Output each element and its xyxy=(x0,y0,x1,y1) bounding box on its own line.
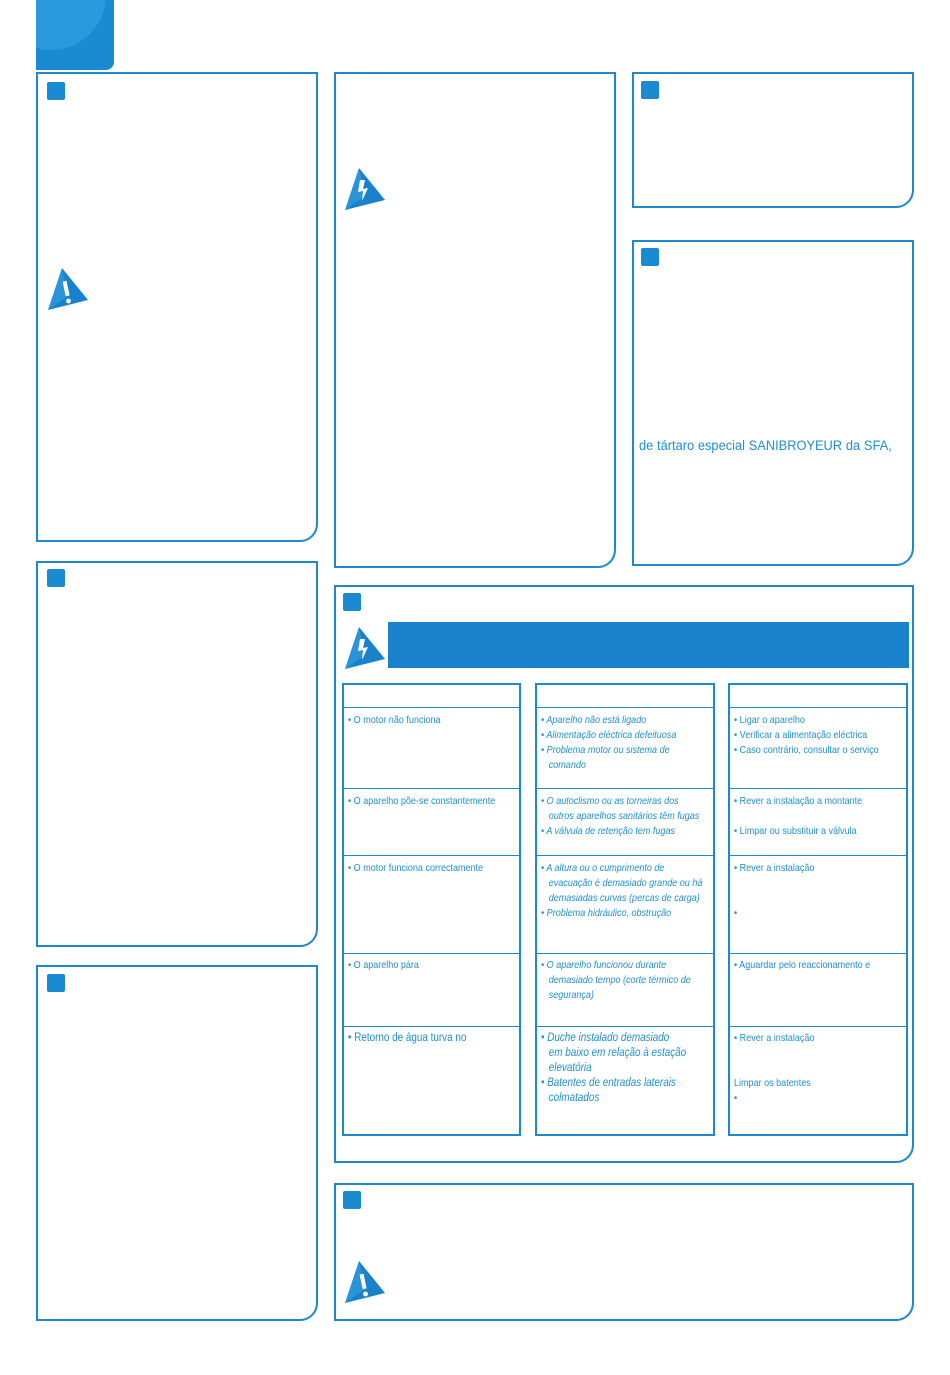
section-square-icon xyxy=(47,569,65,587)
table-column-header xyxy=(537,685,713,708)
table-cell: • O autoclismo ou as torneiras dos outros aparelhos sanitários têm fugas • A válvula de retenção tem fugas xyxy=(541,795,700,837)
electric-hazard-icon xyxy=(343,625,387,671)
table-cell: • Aparelho não está ligado • Alimentação eléctrica defeituosa • Problema motor ou sistema de comando xyxy=(541,714,677,771)
section-square-icon xyxy=(343,593,361,611)
table-cell: • A altura ou o cumprimento de evacuação é demasiado grande ou há demasiadas curvas (percas de carga) • Problema hidráulico, obstrução xyxy=(541,862,703,919)
section-square-icon xyxy=(641,248,659,266)
table-column-cause xyxy=(535,683,715,1136)
table-cell: • Duche instalado demasiado em baixo em relação à estação elevatória • Batentes de entradas laterais colmatados xyxy=(541,1032,687,1104)
table-cell: • Rever a instalação a montante • Limpar ou substituir a válvula xyxy=(734,795,863,837)
table-cell: • O motor funciona correctamente xyxy=(348,862,484,874)
panel-left-middle xyxy=(36,561,318,947)
section-square-icon xyxy=(47,82,65,100)
table-cell: • O aparelho põe-se constantemente xyxy=(348,795,496,807)
table-cell: • Ligar o aparelho • Verificar a alimentação eléctrica • Caso contrário, consultar o serviço xyxy=(734,714,879,756)
panel-left-top xyxy=(36,72,318,542)
warning-triangle-icon xyxy=(46,266,90,312)
troubleshooting-header-banner xyxy=(388,622,909,668)
warning-triangle-icon xyxy=(343,1259,387,1305)
table-column-problem xyxy=(342,683,521,1136)
section-square-icon xyxy=(641,81,659,99)
table-cell: • Rever a instalação • xyxy=(734,862,815,919)
electric-hazard-icon xyxy=(343,166,387,212)
table-cell: • O aparelho funcionou durante demasiado tempo (corte térmico de segurança) xyxy=(541,959,691,1001)
panel-right-top xyxy=(632,72,914,208)
table-cell: • O motor não funciona xyxy=(348,714,441,726)
table-cell: • Aguardar pelo reaccionamento e xyxy=(734,959,871,971)
panel-bottom-wide xyxy=(334,1183,914,1321)
table-cell: • Retorno de água turva no xyxy=(348,1032,467,1044)
table-column-header xyxy=(730,685,906,708)
panel-right-maintenance xyxy=(632,240,914,566)
section-square-icon xyxy=(343,1191,361,1209)
table-cell: • Rever a instalação Limpar os batentes • xyxy=(734,1032,815,1104)
table-cell: • O aparelho pára xyxy=(348,959,419,971)
page-corner-tab xyxy=(36,0,114,70)
maintenance-text-fragment: de tártaro especial SANIBROYEUR da SFA, xyxy=(639,438,892,453)
panel-left-bottom xyxy=(36,965,318,1321)
table-column-header xyxy=(344,685,519,708)
panel-middle xyxy=(334,72,616,568)
section-square-icon xyxy=(47,974,65,992)
table-column-solution xyxy=(728,683,908,1136)
